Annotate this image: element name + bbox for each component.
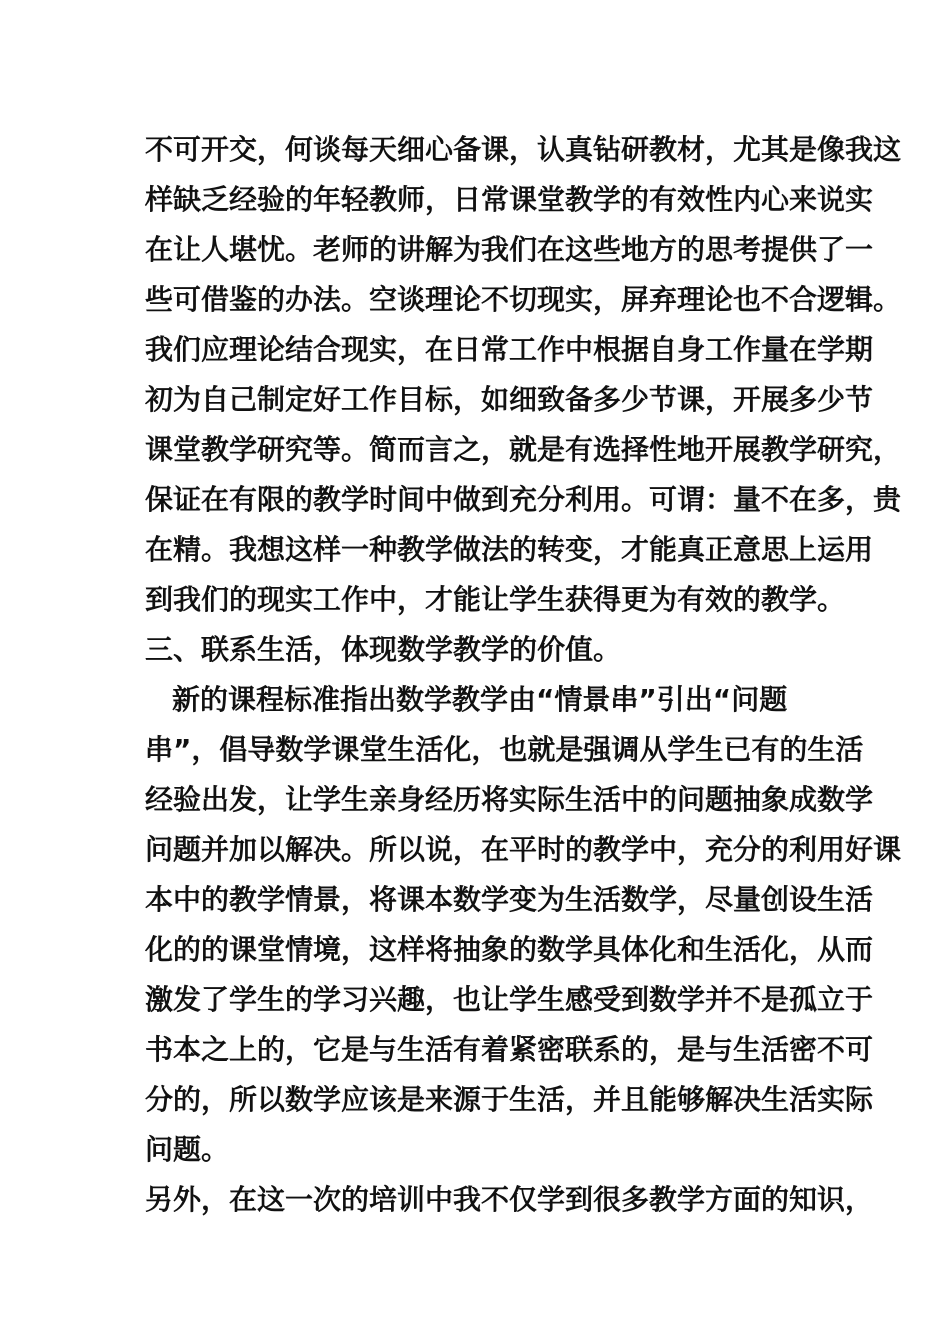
text-line: 本中的教学情景，将课本数学变为生活数学，尽量创设生活 [145,883,874,916]
text-line: 在精。我想这样一种教学做法的转变，才能真正意思上运用 [145,533,874,566]
text-line: 保证在有限的教学时间中做到充分利用。可谓：量不在多，贵 [145,483,902,516]
text-line: 串”，倡导数学课堂生活化，也就是强调从学生已有的生活 [145,733,864,766]
text-line: 不可开交，何谈每天细心备课，认真钻研教材，尤其是像我这 [145,133,902,166]
text-line: 问题。 [145,1133,230,1166]
text-line: 到我们的现实工作中，才能让学生获得更为有效的教学。 [145,583,846,616]
text-line: 另外，在这一次的培训中我不仅学到很多教学方面的知识， [145,1183,874,1216]
text-line: 样缺乏经验的年轻教师，日常课堂教学的有效性内心来说实 [145,183,874,216]
text-line: 问题并加以解决。所以说，在平时的教学中，充分的利用好课 [145,833,902,866]
text-line: 初为自己制定好工作目标，如细致备多少节课，开展多少节 [145,383,874,416]
section-heading: 三、联系生活，体现数学教学的价值。 [145,633,622,666]
text-line: 课堂教学研究等。简而言之，就是有选择性地开展教学研究， [145,433,902,466]
text-line: 些可借鉴的办法。空谈理论不切现实，屏弃理论也不合逻辑。 [145,283,902,316]
text-line: 在让人堪忧。老师的讲解为我们在这些地方的思考提供了一 [145,233,874,266]
text-line: 经验出发，让学生亲身经历将实际生活中的问题抽象成数学 [145,783,874,816]
text-line: 分的，所以数学应该是来源于生活，并且能够解决生活实际 [145,1083,874,1116]
text-line: 我们应理论结合现实，在日常工作中根据自身工作量在学期 [145,333,874,366]
text-line: 书本之上的，它是与生活有着紧密联系的，是与生活密不可 [145,1033,874,1066]
text-line: 激发了学生的学习兴趣，也让学生感受到数学并不是孤立于 [145,983,874,1016]
text-line: 化的的课堂情境，这样将抽象的数学具体化和生活化，从而 [145,933,874,966]
text-line: 新的课程标准指出数学教学由“情景串”引出“问题 [172,683,788,716]
